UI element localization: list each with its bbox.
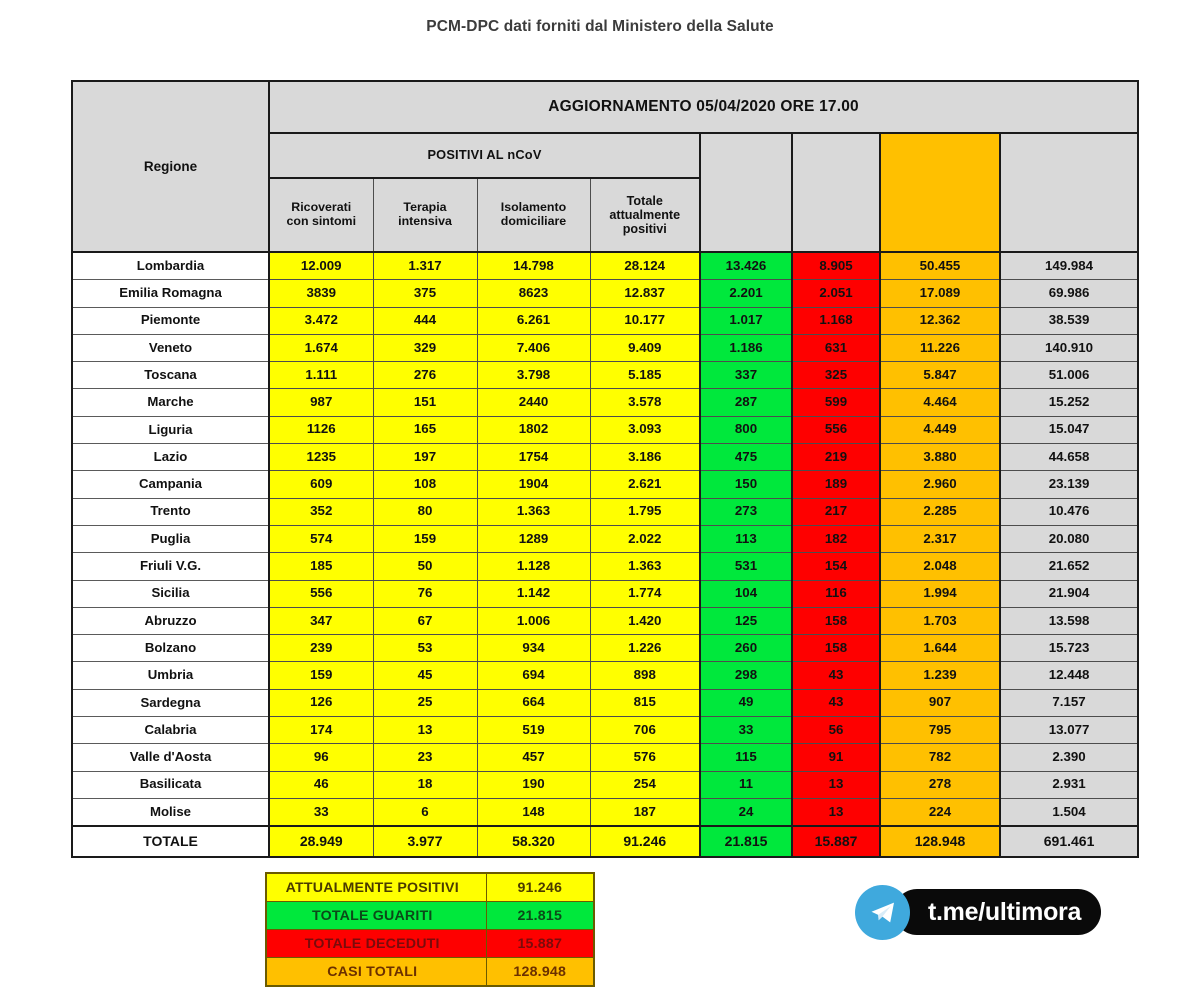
cell-regione: Molise bbox=[72, 798, 269, 826]
header-ricoverati bbox=[269, 178, 373, 252]
cell-tamponi: 21.652 bbox=[1000, 553, 1138, 580]
header-terapia-intensiva bbox=[373, 178, 477, 252]
cell-tamponi: 38.539 bbox=[1000, 307, 1138, 334]
header-row-banner bbox=[72, 81, 1138, 133]
cell-tamponi: 140.910 bbox=[1000, 334, 1138, 361]
cell-ricoverati: 185 bbox=[269, 553, 373, 580]
cell-casi-totali: 224 bbox=[880, 798, 1000, 826]
cell-dimessi: 115 bbox=[700, 744, 792, 771]
legend-label: TOTALE DECEDUTI bbox=[266, 930, 486, 958]
cell-ricoverati: 347 bbox=[269, 607, 373, 634]
cell-regione: Calabria bbox=[72, 717, 269, 744]
cell-terapia: 13 bbox=[373, 717, 477, 744]
cell-regione: Valle d'Aosta bbox=[72, 744, 269, 771]
cell-totale-positivi: 12.837 bbox=[590, 280, 700, 307]
cell-totale-positivi: 187 bbox=[590, 798, 700, 826]
header-totale-line1: Totale bbox=[626, 193, 663, 208]
cell-ricoverati: 1.111 bbox=[269, 362, 373, 389]
cell-casi-totali: 278 bbox=[880, 771, 1000, 798]
cell-terapia: 23 bbox=[373, 744, 477, 771]
cell-deceduti: 116 bbox=[792, 580, 880, 607]
cell-regione: TOTALE bbox=[72, 826, 269, 857]
cell-tamponi: 2.390 bbox=[1000, 744, 1138, 771]
cell-terapia: 151 bbox=[373, 389, 477, 416]
header-isolamento-line1: Isolamento bbox=[500, 200, 567, 215]
cell-totale-positivi: 576 bbox=[590, 744, 700, 771]
cell-deceduti: 56 bbox=[792, 717, 880, 744]
cell-dimessi: 21.815 bbox=[700, 826, 792, 857]
cell-totale-positivi: 2.022 bbox=[590, 525, 700, 552]
table-row bbox=[72, 607, 1138, 634]
cell-isolamento: 1754 bbox=[477, 444, 590, 471]
cell-deceduti: 13 bbox=[792, 771, 880, 798]
cell-tamponi: 13.077 bbox=[1000, 717, 1138, 744]
table-row bbox=[72, 498, 1138, 525]
summary-legend-table bbox=[265, 872, 595, 987]
table-row bbox=[72, 798, 1138, 826]
covid-data-table-container bbox=[71, 80, 1137, 858]
legend-value: 91.246 bbox=[486, 873, 594, 902]
table-row bbox=[72, 444, 1138, 471]
cell-tamponi: 23.139 bbox=[1000, 471, 1138, 498]
cell-regione: Piemonte bbox=[72, 307, 269, 334]
cell-casi-totali: 17.089 bbox=[880, 280, 1000, 307]
cell-isolamento: 1802 bbox=[477, 416, 590, 443]
cell-casi-totali: 1.994 bbox=[880, 580, 1000, 607]
table-row bbox=[72, 307, 1138, 334]
table-row bbox=[72, 389, 1138, 416]
cell-isolamento: 519 bbox=[477, 717, 590, 744]
header-totale-attualmente-positivi bbox=[590, 178, 700, 252]
header-isolamento-domiciliare bbox=[477, 178, 590, 252]
cell-regione: Sardegna bbox=[72, 689, 269, 716]
cell-terapia: 375 bbox=[373, 280, 477, 307]
cell-regione: Abruzzo bbox=[72, 607, 269, 634]
cell-deceduti: 8.905 bbox=[792, 252, 880, 280]
cell-dimessi: 287 bbox=[700, 389, 792, 416]
header-group-positivi: POSITIVI AL nCoV bbox=[269, 133, 700, 178]
cell-totale-positivi: 3.093 bbox=[590, 416, 700, 443]
cell-terapia: 6 bbox=[373, 798, 477, 826]
cell-casi-totali: 12.362 bbox=[880, 307, 1000, 334]
cell-isolamento: 14.798 bbox=[477, 252, 590, 280]
cell-totale-positivi: 91.246 bbox=[590, 826, 700, 857]
cell-regione: Marche bbox=[72, 389, 269, 416]
cell-dimessi: 1.017 bbox=[700, 307, 792, 334]
cell-casi-totali: 3.880 bbox=[880, 444, 1000, 471]
cell-terapia: 3.977 bbox=[373, 826, 477, 857]
cell-terapia: 45 bbox=[373, 662, 477, 689]
cell-terapia: 53 bbox=[373, 635, 477, 662]
telegram-badge[interactable] bbox=[855, 883, 1101, 941]
legend-value: 15.887 bbox=[486, 930, 594, 958]
cell-isolamento: 934 bbox=[477, 635, 590, 662]
cell-tamponi: 15.252 bbox=[1000, 389, 1138, 416]
table-row bbox=[72, 416, 1138, 443]
cell-ricoverati: 239 bbox=[269, 635, 373, 662]
cell-terapia: 276 bbox=[373, 362, 477, 389]
cell-tamponi: 44.658 bbox=[1000, 444, 1138, 471]
cell-deceduti: 91 bbox=[792, 744, 880, 771]
cell-totale-positivi: 1.795 bbox=[590, 498, 700, 525]
cell-deceduti: 325 bbox=[792, 362, 880, 389]
cell-totale-positivi: 3.578 bbox=[590, 389, 700, 416]
legend-row bbox=[266, 902, 594, 930]
cell-isolamento: 6.261 bbox=[477, 307, 590, 334]
covid-data-table bbox=[71, 80, 1139, 858]
cell-ricoverati: 33 bbox=[269, 798, 373, 826]
cell-tamponi: 149.984 bbox=[1000, 252, 1138, 280]
cell-ricoverati: 1126 bbox=[269, 416, 373, 443]
cell-dimessi: 800 bbox=[700, 416, 792, 443]
cell-totale-positivi: 5.185 bbox=[590, 362, 700, 389]
cell-totale-positivi: 254 bbox=[590, 771, 700, 798]
cell-casi-totali: 128.948 bbox=[880, 826, 1000, 857]
cell-dimessi: 337 bbox=[700, 362, 792, 389]
cell-ricoverati: 126 bbox=[269, 689, 373, 716]
header-terapia-line2: intensiva bbox=[398, 214, 452, 228]
cell-isolamento: 2440 bbox=[477, 389, 590, 416]
cell-tamponi: 10.476 bbox=[1000, 498, 1138, 525]
cell-terapia: 197 bbox=[373, 444, 477, 471]
cell-terapia: 80 bbox=[373, 498, 477, 525]
legend-label: ATTUALMENTE POSITIVI bbox=[266, 873, 486, 902]
table-row bbox=[72, 717, 1138, 744]
cell-isolamento: 1289 bbox=[477, 525, 590, 552]
cell-casi-totali: 50.455 bbox=[880, 252, 1000, 280]
cell-regione: Umbria bbox=[72, 662, 269, 689]
cell-dimessi: 13.426 bbox=[700, 252, 792, 280]
cell-dimessi: 150 bbox=[700, 471, 792, 498]
cell-deceduti: 154 bbox=[792, 553, 880, 580]
cell-tamponi: 15.047 bbox=[1000, 416, 1138, 443]
cell-regione: Trento bbox=[72, 498, 269, 525]
cell-regione: Sicilia bbox=[72, 580, 269, 607]
telegram-icon bbox=[855, 885, 910, 940]
cell-tamponi: 21.904 bbox=[1000, 580, 1138, 607]
cell-deceduti: 158 bbox=[792, 635, 880, 662]
cell-regione: Friuli V.G. bbox=[72, 553, 269, 580]
header-isolamento-line2: domiciliare bbox=[500, 214, 567, 228]
cell-tamponi: 51.006 bbox=[1000, 362, 1138, 389]
cell-terapia: 108 bbox=[373, 471, 477, 498]
cell-deceduti: 43 bbox=[792, 689, 880, 716]
cell-ricoverati: 1235 bbox=[269, 444, 373, 471]
cell-totale-positivi: 2.621 bbox=[590, 471, 700, 498]
cell-isolamento: 664 bbox=[477, 689, 590, 716]
cell-regione: Campania bbox=[72, 471, 269, 498]
cell-casi-totali: 795 bbox=[880, 717, 1000, 744]
cell-deceduti: 182 bbox=[792, 525, 880, 552]
legend-row bbox=[266, 873, 594, 902]
cell-ricoverati: 3839 bbox=[269, 280, 373, 307]
cell-terapia: 165 bbox=[373, 416, 477, 443]
telegram-handle[interactable]: t.me/ultimora bbox=[894, 889, 1101, 935]
cell-deceduti: 2.051 bbox=[792, 280, 880, 307]
summary-legend bbox=[265, 872, 595, 987]
cell-ricoverati: 174 bbox=[269, 717, 373, 744]
cell-deceduti: 15.887 bbox=[792, 826, 880, 857]
table-row bbox=[72, 771, 1138, 798]
cell-terapia: 25 bbox=[373, 689, 477, 716]
cell-casi-totali: 2.317 bbox=[880, 525, 1000, 552]
cell-dimessi: 113 bbox=[700, 525, 792, 552]
table-row bbox=[72, 662, 1138, 689]
summary-legend-body bbox=[266, 873, 594, 986]
cell-deceduti: 217 bbox=[792, 498, 880, 525]
cell-terapia: 67 bbox=[373, 607, 477, 634]
cell-tamponi: 13.598 bbox=[1000, 607, 1138, 634]
cell-terapia: 159 bbox=[373, 525, 477, 552]
table-row bbox=[72, 525, 1138, 552]
table-row bbox=[72, 553, 1138, 580]
cell-dimessi: 49 bbox=[700, 689, 792, 716]
cell-dimessi: 1.186 bbox=[700, 334, 792, 361]
cell-deceduti: 631 bbox=[792, 334, 880, 361]
cell-dimessi: 125 bbox=[700, 607, 792, 634]
cell-totale-positivi: 1.774 bbox=[590, 580, 700, 607]
cell-deceduti: 599 bbox=[792, 389, 880, 416]
cell-casi-totali: 11.226 bbox=[880, 334, 1000, 361]
header-totale-line3: positivi bbox=[622, 222, 667, 237]
cell-regione: Puglia bbox=[72, 525, 269, 552]
cell-casi-totali: 907 bbox=[880, 689, 1000, 716]
cell-regione: Lombardia bbox=[72, 252, 269, 280]
cell-dimessi: 2.201 bbox=[700, 280, 792, 307]
table-total-row bbox=[72, 826, 1138, 857]
cell-isolamento: 1.128 bbox=[477, 553, 590, 580]
cell-dimessi: 298 bbox=[700, 662, 792, 689]
cell-regione: Veneto bbox=[72, 334, 269, 361]
cell-casi-totali: 2.960 bbox=[880, 471, 1000, 498]
cell-ricoverati: 987 bbox=[269, 389, 373, 416]
cell-casi-totali: 2.048 bbox=[880, 553, 1000, 580]
legend-label: CASI TOTALI bbox=[266, 958, 486, 987]
cell-totale-positivi: 28.124 bbox=[590, 252, 700, 280]
header-update-banner: AGGIORNAMENTO 05/04/2020 ORE 17.00 bbox=[269, 81, 1138, 133]
cell-isolamento: 694 bbox=[477, 662, 590, 689]
cell-deceduti: 158 bbox=[792, 607, 880, 634]
cell-regione: Emilia Romagna bbox=[72, 280, 269, 307]
cell-casi-totali: 1.644 bbox=[880, 635, 1000, 662]
cell-terapia: 76 bbox=[373, 580, 477, 607]
cell-ricoverati: 3.472 bbox=[269, 307, 373, 334]
table-body bbox=[72, 252, 1138, 857]
table-row bbox=[72, 252, 1138, 280]
legend-value: 128.948 bbox=[486, 958, 594, 987]
cell-tamponi: 7.157 bbox=[1000, 689, 1138, 716]
cell-ricoverati: 96 bbox=[269, 744, 373, 771]
cell-ricoverati: 28.949 bbox=[269, 826, 373, 857]
cell-isolamento: 190 bbox=[477, 771, 590, 798]
cell-isolamento: 457 bbox=[477, 744, 590, 771]
cell-regione: Liguria bbox=[72, 416, 269, 443]
cell-casi-totali: 4.449 bbox=[880, 416, 1000, 443]
cell-isolamento: 1.142 bbox=[477, 580, 590, 607]
table-row bbox=[72, 580, 1138, 607]
cell-dimessi: 24 bbox=[700, 798, 792, 826]
cell-totale-positivi: 10.177 bbox=[590, 307, 700, 334]
cell-isolamento: 7.406 bbox=[477, 334, 590, 361]
cell-dimessi: 531 bbox=[700, 553, 792, 580]
cell-isolamento: 3.798 bbox=[477, 362, 590, 389]
cell-totale-positivi: 9.409 bbox=[590, 334, 700, 361]
cell-casi-totali: 1.239 bbox=[880, 662, 1000, 689]
cell-ricoverati: 352 bbox=[269, 498, 373, 525]
cell-totale-positivi: 815 bbox=[590, 689, 700, 716]
cell-deceduti: 1.168 bbox=[792, 307, 880, 334]
cell-totale-positivi: 1.420 bbox=[590, 607, 700, 634]
cell-isolamento: 148 bbox=[477, 798, 590, 826]
cell-casi-totali: 5.847 bbox=[880, 362, 1000, 389]
header-terapia-line1: Terapia bbox=[403, 200, 447, 215]
cell-tamponi: 15.723 bbox=[1000, 635, 1138, 662]
cell-isolamento: 1.363 bbox=[477, 498, 590, 525]
header-regione: Regione bbox=[72, 81, 269, 252]
legend-row bbox=[266, 930, 594, 958]
cell-regione: Lazio bbox=[72, 444, 269, 471]
cell-casi-totali: 2.285 bbox=[880, 498, 1000, 525]
table-row bbox=[72, 334, 1138, 361]
table-header bbox=[72, 81, 1138, 252]
cell-terapia: 18 bbox=[373, 771, 477, 798]
cell-terapia: 444 bbox=[373, 307, 477, 334]
header-ricoverati-line2: con sintomi bbox=[286, 214, 357, 228]
cell-casi-totali: 782 bbox=[880, 744, 1000, 771]
cell-isolamento: 8623 bbox=[477, 280, 590, 307]
cell-tamponi: 1.504 bbox=[1000, 798, 1138, 826]
cell-totale-positivi: 3.186 bbox=[590, 444, 700, 471]
cell-isolamento: 1.006 bbox=[477, 607, 590, 634]
cell-casi-totali: 1.703 bbox=[880, 607, 1000, 634]
cell-dimessi: 11 bbox=[700, 771, 792, 798]
cell-deceduti: 189 bbox=[792, 471, 880, 498]
cell-totale-positivi: 1.363 bbox=[590, 553, 700, 580]
page-title: PCM-DPC dati forniti dal Ministero della Salute bbox=[426, 18, 774, 35]
cell-ricoverati: 12.009 bbox=[269, 252, 373, 280]
cell-casi-totali: 4.464 bbox=[880, 389, 1000, 416]
cell-deceduti: 556 bbox=[792, 416, 880, 443]
cell-dimessi: 33 bbox=[700, 717, 792, 744]
legend-value: 21.815 bbox=[486, 902, 594, 930]
cell-tamponi: 69.986 bbox=[1000, 280, 1138, 307]
cell-isolamento: 1904 bbox=[477, 471, 590, 498]
cell-deceduti: 13 bbox=[792, 798, 880, 826]
table-row bbox=[72, 362, 1138, 389]
legend-label: TOTALE GUARITI bbox=[266, 902, 486, 930]
cell-ricoverati: 556 bbox=[269, 580, 373, 607]
table-row bbox=[72, 689, 1138, 716]
cell-dimessi: 260 bbox=[700, 635, 792, 662]
legend-row bbox=[266, 958, 594, 987]
cell-isolamento: 58.320 bbox=[477, 826, 590, 857]
cell-regione: Basilicata bbox=[72, 771, 269, 798]
cell-totale-positivi: 898 bbox=[590, 662, 700, 689]
cell-deceduti: 219 bbox=[792, 444, 880, 471]
cell-dimessi: 273 bbox=[700, 498, 792, 525]
cell-totale-positivi: 1.226 bbox=[590, 635, 700, 662]
header-totale-line2: attualmente bbox=[609, 207, 681, 222]
cell-regione: Toscana bbox=[72, 362, 269, 389]
cell-ricoverati: 159 bbox=[269, 662, 373, 689]
cell-ricoverati: 609 bbox=[269, 471, 373, 498]
table-row bbox=[72, 744, 1138, 771]
cell-dimessi: 475 bbox=[700, 444, 792, 471]
cell-ricoverati: 1.674 bbox=[269, 334, 373, 361]
cell-dimessi: 104 bbox=[700, 580, 792, 607]
cell-terapia: 50 bbox=[373, 553, 477, 580]
cell-tamponi: 12.448 bbox=[1000, 662, 1138, 689]
cell-ricoverati: 46 bbox=[269, 771, 373, 798]
cell-terapia: 1.317 bbox=[373, 252, 477, 280]
table-row bbox=[72, 280, 1138, 307]
table-row bbox=[72, 635, 1138, 662]
cell-deceduti: 43 bbox=[792, 662, 880, 689]
cell-terapia: 329 bbox=[373, 334, 477, 361]
table-row bbox=[72, 471, 1138, 498]
header-ricoverati-line1: Ricoverati bbox=[291, 200, 352, 215]
cell-totale-positivi: 706 bbox=[590, 717, 700, 744]
cell-ricoverati: 574 bbox=[269, 525, 373, 552]
cell-tamponi: 20.080 bbox=[1000, 525, 1138, 552]
cell-tamponi: 2.931 bbox=[1000, 771, 1138, 798]
cell-regione: Bolzano bbox=[72, 635, 269, 662]
cell-tamponi: 691.461 bbox=[1000, 826, 1138, 857]
